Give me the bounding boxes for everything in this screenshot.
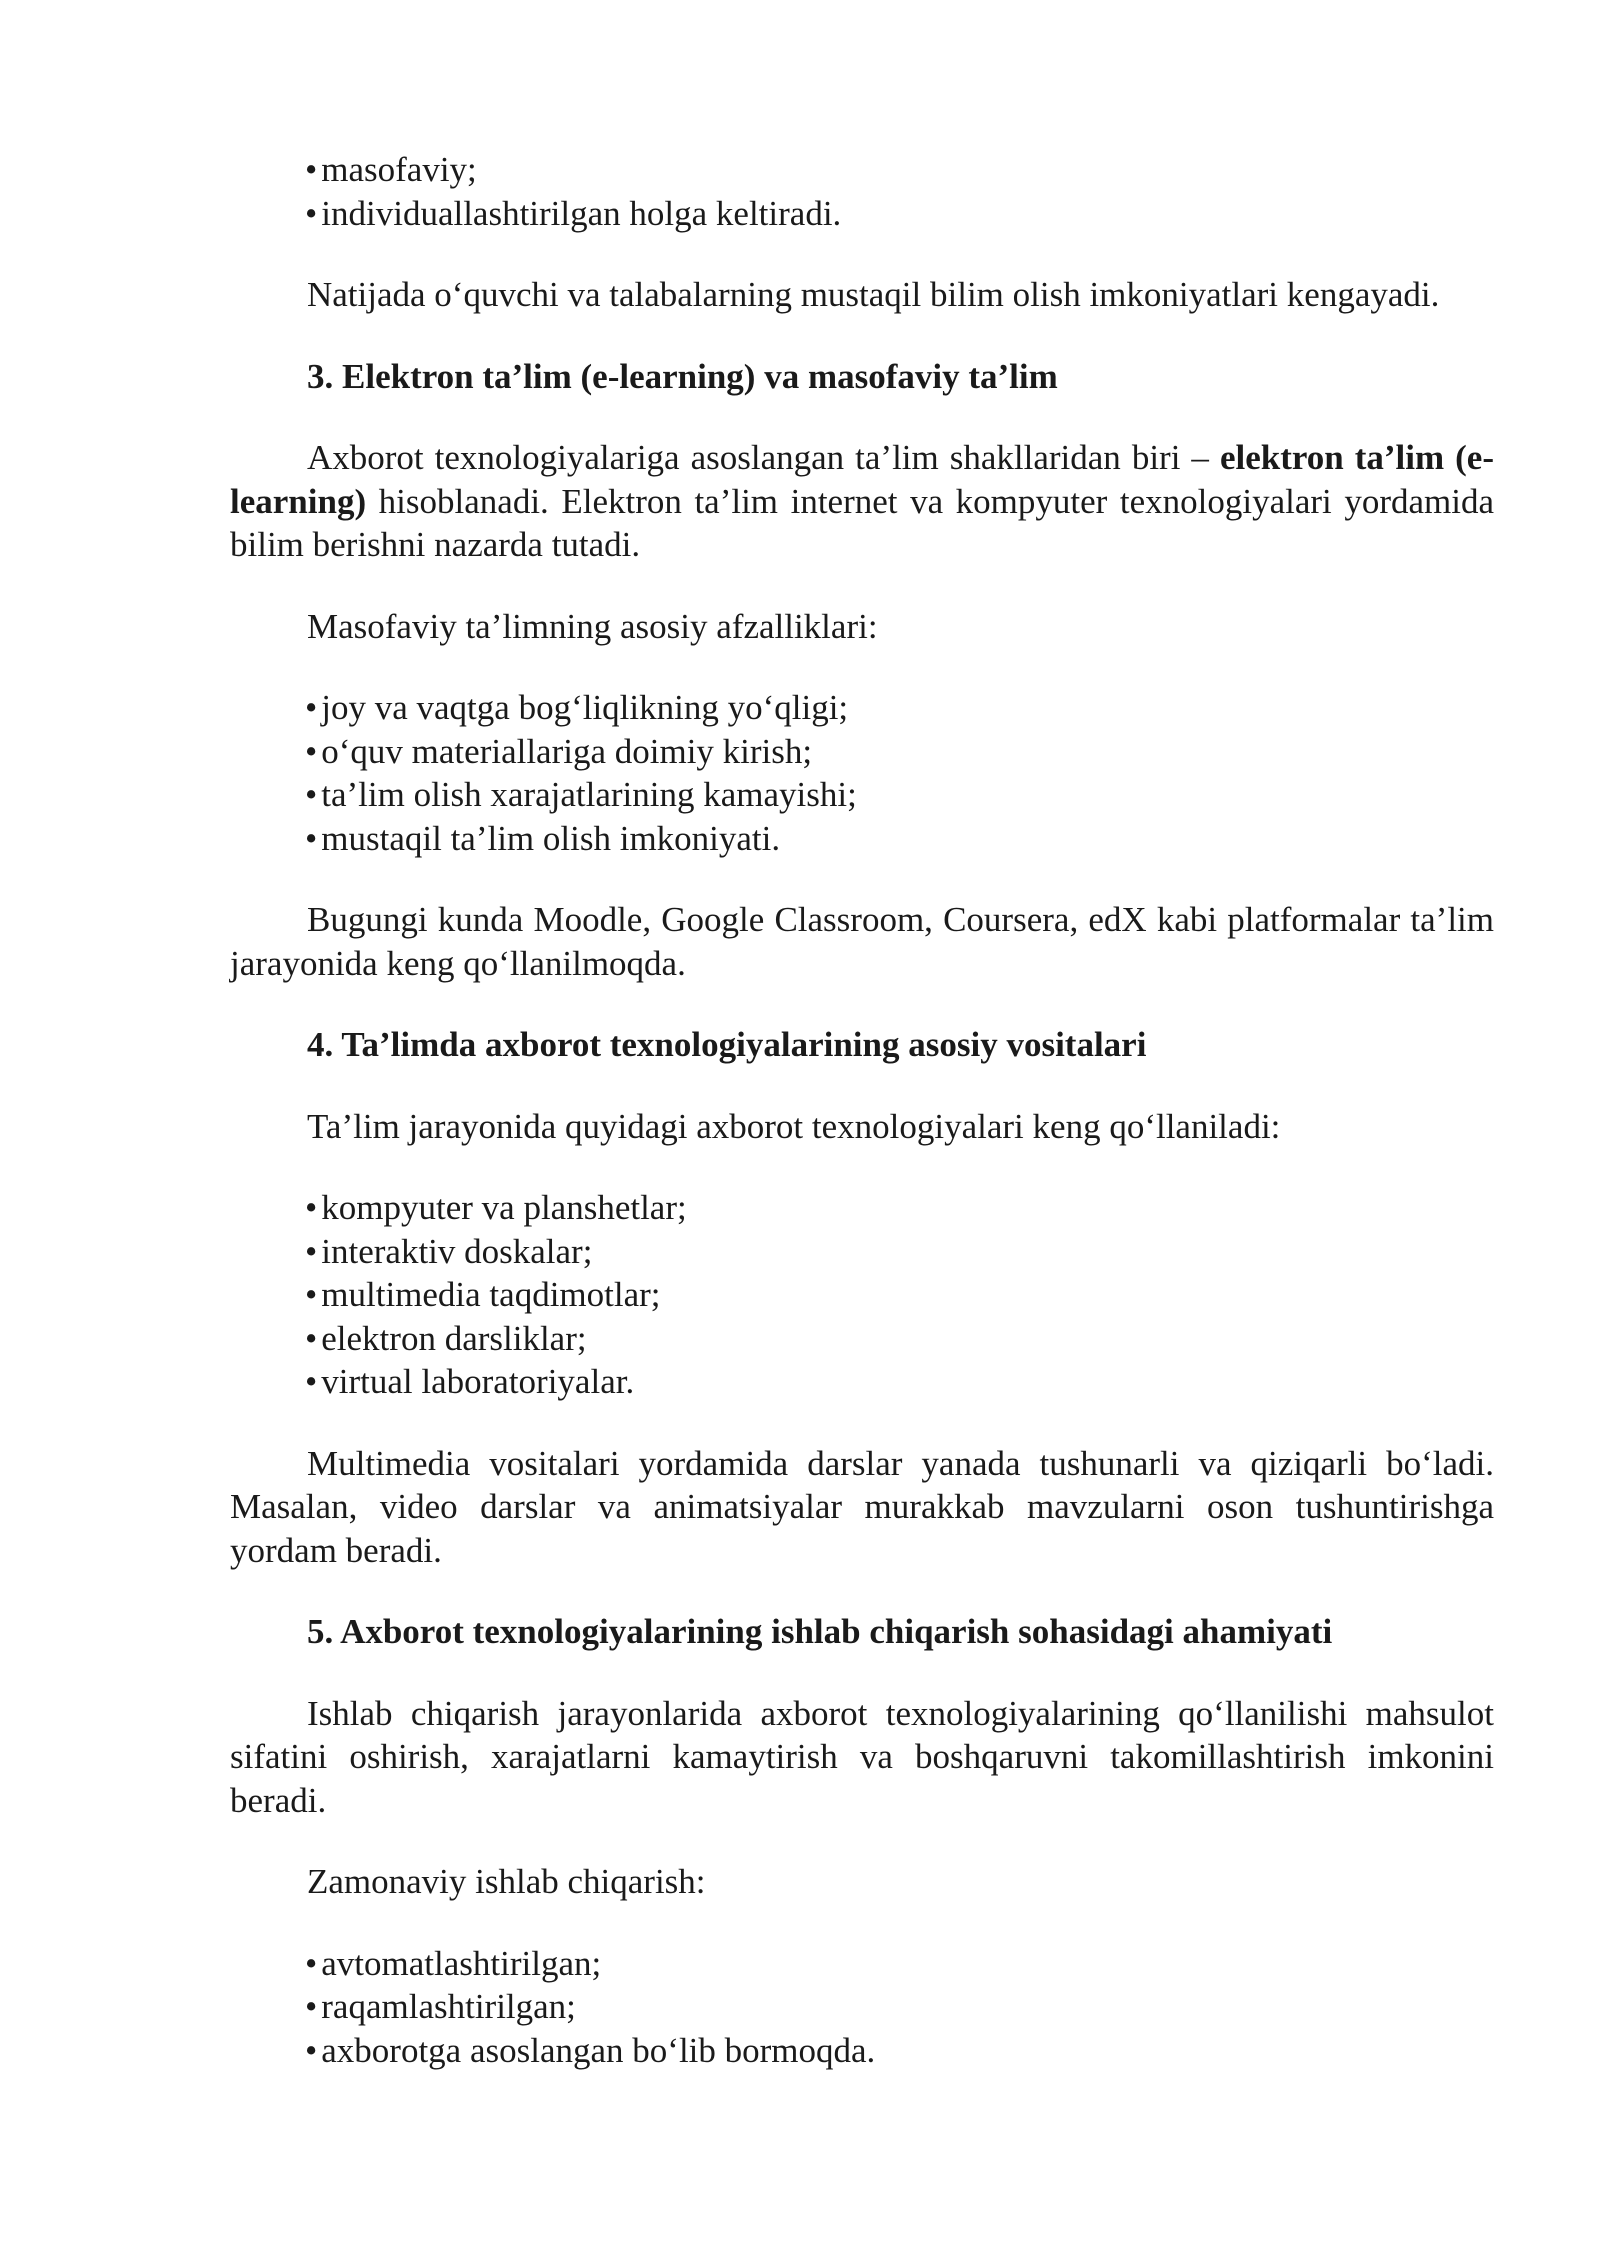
list-item [230, 1186, 1494, 1230]
bullet-icon: • [305, 1362, 318, 1401]
section-5-list [230, 1942, 1494, 2073]
list-item [230, 192, 1494, 236]
section-4-heading: 4. Ta’limda axborot texnologiyalarining asosiy vositalari [307, 1025, 1147, 1064]
list-item [230, 1317, 1494, 1361]
document-page [230, 148, 1494, 2072]
section-4-list [230, 1186, 1494, 1404]
list-item-text: o‘quv materiallariga doimiy kirish; [321, 731, 813, 771]
section-4-paragraph-multimedia: Multimedia vositalari yordamida darslar yanada tushunarli va qiziqarli bo‘ladi. Masalan, video darslar va animatsiyalar murakkab mavzularni oson tushuntirishga yordam beradi. [230, 1443, 1494, 1570]
list-item-text: avtomatlashtirilgan; [321, 1943, 602, 1983]
term-elearning: elektron ta’lim (e-learning) [230, 438, 1494, 521]
list-item [230, 1360, 1494, 1404]
bullet-icon: • [305, 1318, 318, 1358]
bullet-icon: • [305, 1275, 318, 1314]
bullet-icon: • [305, 193, 318, 233]
bullet-icon: • [305, 731, 318, 771]
list-item-text: axborotga asoslangan bo‘lib bormoqda. [321, 2030, 876, 2070]
list-item-text: mustaqil ta’lim olish imkoniyati. [321, 818, 781, 858]
list-item-text: raqamlashtirilgan; [321, 1987, 576, 2026]
paragraph-result: Natijada o‘quvchi va talabalarning mustaqil bilim olish imkoniyatlari kengayadi. [307, 275, 1440, 314]
section-3-paragraph-elearning: Axborot texnologiyalariga asoslangan ta’lim shakllaridan biri – elektron ta’lim (e-learning) hisoblanadi. Elektron ta’lim internet va kompyuter texnologiyalari yordamida bilim berishni nazarda tutadi. [230, 438, 1494, 564]
list-item [230, 1985, 1494, 2029]
list-item-text: joy va vaqtga bog‘liqlikning yo‘qligi; [321, 688, 849, 727]
list-item-text: virtual laboratoriyalar. [321, 1362, 635, 1401]
list-item [230, 148, 1494, 192]
list-item [230, 1942, 1494, 1986]
list-item-text: individuallashtirilgan holga keltiradi. [321, 193, 842, 233]
bullet-icon: • [305, 775, 318, 814]
list-item-text: multimedia taqdimotlar; [321, 1275, 661, 1314]
list-item [230, 2029, 1494, 2073]
list-item [230, 773, 1494, 817]
section-5-heading: 5. Axborot texnologiyalarining ishlab chiqarish sohasidagi ahamiyati [307, 1612, 1333, 1651]
list-item-text: interaktiv doskalar; [321, 1231, 593, 1271]
bullet-icon: • [305, 1231, 318, 1271]
list-top [230, 148, 1494, 235]
section-5-paragraph-production: Ishlab chiqarish jarayonlarida axborot texnologiyalarining qo‘llanilishi mahsulot sifatini oshirish, xarajatlarni kamaytirish va boshqaruvni takomillashtirish imkonini beradi. [230, 1693, 1494, 1820]
list-item-text: elektron darsliklar; [321, 1318, 587, 1358]
bullet-icon: • [305, 818, 318, 858]
bullet-icon: • [305, 150, 318, 189]
section-3-paragraph-advantages: Masofaviy ta’limning asosiy afzalliklari: [307, 606, 878, 646]
list-item [230, 686, 1494, 730]
bullet-icon: • [305, 688, 318, 727]
list-item-text: kompyuter va planshetlar; [321, 1188, 687, 1227]
section-4-paragraph-tools: Ta’lim jarayonida quyidagi axborot texnologiyalari keng qo‘llaniladi: [307, 1106, 1281, 1146]
section-5-paragraph-modern: Zamonaviy ishlab chiqarish: [307, 1862, 706, 1901]
list-item [230, 1273, 1494, 1317]
list-item-text: ta’lim olish xarajatlarining kamayishi; [321, 775, 857, 814]
bullet-icon: • [305, 1943, 318, 1983]
list-item [230, 817, 1494, 861]
list-item-text: masofaviy; [321, 150, 477, 189]
list-item [230, 730, 1494, 774]
bullet-icon: • [305, 1188, 318, 1227]
section-3-heading: 3. Elektron ta’lim (e-learning) va masofaviy ta’lim [307, 356, 1058, 396]
section-3-list [230, 686, 1494, 860]
bullet-icon: • [305, 1987, 318, 2026]
list-item [230, 1230, 1494, 1274]
bullet-icon: • [305, 2030, 318, 2070]
section-3-paragraph-platforms: Bugungi kunda Moodle, Google Classroom, Coursera, edX kabi platformalar ta’lim jarayonida keng qo‘llanilmoqda. [230, 900, 1494, 983]
